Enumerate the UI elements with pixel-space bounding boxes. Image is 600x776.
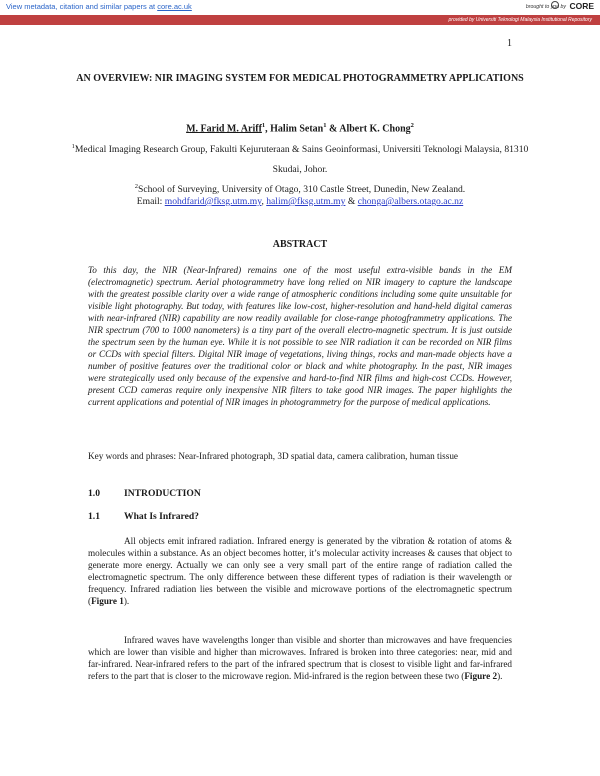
email-link-2[interactable]: halim@fksg.utm.my xyxy=(266,196,346,207)
author-sep-2: & xyxy=(326,123,340,135)
paragraph-2-end: ). xyxy=(497,671,503,681)
abstract-heading: ABSTRACT xyxy=(272,239,328,250)
subsection-title: What Is Infrared? xyxy=(124,511,199,522)
author-1-sup: 1 xyxy=(261,122,266,129)
provided-by-text: provided by Universiti Teknologi Malaysia Institutional Repository xyxy=(448,17,592,23)
subsection-heading-infrared xyxy=(88,511,199,522)
affiliation-2-sup: 2 xyxy=(134,183,139,190)
author-3-sup: 2 xyxy=(410,122,414,129)
core-link[interactable]: core.ac.uk xyxy=(157,2,192,11)
email-label: Email: xyxy=(136,196,165,207)
author-2: Halim Setan xyxy=(270,123,324,135)
figure-2-reference: Figure 2 xyxy=(464,671,498,681)
page-number: 1 xyxy=(507,38,512,49)
affiliation-1-text: Medical Imaging Research Group, Fakulti Kejuruteraan & Sains Geoinformasi, Universiti Teknologi Malaysia, 81310 Skudai, Johor. xyxy=(74,144,529,176)
paragraph-2-text: Infrared waves have wavelengths longer than visible and shorter than microwaves and have frequencies which are lower than visible and higher than microwaves. Infrared is broken into three categories: near, mid and far-infrared. Near-infrared refers to the part of the infrared spectrum that is closest to visible light and far-infrared refers to the part that is closer to the microwave region. Mid-infrared is the region between these two ( xyxy=(88,635,512,681)
email-sep-2: & xyxy=(345,196,358,207)
view-metadata-text xyxy=(6,2,192,11)
core-logo-text[interactable]: CORE xyxy=(569,1,594,11)
email-sep-1: , xyxy=(261,196,267,207)
repository-bar xyxy=(0,15,600,25)
figure-1-reference: Figure 1 xyxy=(91,596,124,606)
subsection-number: 1.1 xyxy=(88,511,100,522)
section-number: 1.0 xyxy=(88,488,100,499)
email-line xyxy=(70,196,530,207)
view-metadata-label: View metadata, citation and similar papers at xyxy=(6,2,158,11)
paragraph-1-text: All objects emit infrared radiation. Infrared energy is generated by the vibration & rotation of atoms & molecules within a substance. As an object becomes hotter, it’s molecular activity increases & causes that object to generate more energy. Actually we can only see a very small part of the entire range of radiation called the electromagnetic spectrum. The only difference between these different types of radiation is their wavelength or frequency. Infrared radiation lies between the visible and microwave portions of the electromagnetic spectrum ( xyxy=(88,536,512,606)
core-banner xyxy=(0,0,600,14)
section-title: INTRODUCTION xyxy=(124,488,201,499)
author-3: Albert K. Chong xyxy=(339,123,411,135)
brought-to-you-text: brought to you by xyxy=(525,4,566,10)
author-2-sup: 1 xyxy=(323,122,327,129)
keywords: Key words and phrases: Near-Infrared photograph, 3D spatial data, camera calibration, human tissue xyxy=(88,451,458,461)
paragraph-1 xyxy=(88,535,512,607)
affiliation-2-text: School of Surveying, University of Otago, 310 Castle Street, Dunedin, New Zealand. xyxy=(138,184,466,196)
section-heading-introduction xyxy=(88,488,201,499)
email-link-3[interactable]: chonga@albers.otago.ac.nz xyxy=(357,196,464,207)
author-sep-1: , xyxy=(265,123,271,135)
affiliation-1 xyxy=(70,137,530,180)
abstract-text: To this day, the NIR (Near-Infrared) remains one of the most useful extra-visible bands in the EM (electromagnetic) spectrum. Aerial photogrammetry have long relied on NIR imagery to capture the landscape with the greatest possible clarity over a wide range of atmospheric conditions including some quite unsuitable for visible light photography. But today, with features like low-cost, higher-resolution and hand-held digital cameras with near-infrared (NIR) capability are now readily available for close-range photogframmetry applications. The NIR spectrum (700 to 1000 nanometers) is a tiny part of the overall electro-magnetic spectrum. It is just outside the spectrum seen by the human eye. While it is not possible to see NIR radiation it can be recorded on NIR films or CCDs with special filters. Digital NIR image of vegetations, living things, rocks and man-made objects have a number of positive features over the traditional color or black and white photography. In the past, NIR images were strategically used only because of the expensive and hard-to-find NIR films and high-cost CCDs. However, present CCD cameras require only inexpensive NIR filters to take good NIR images. The paper highlights the current applications and potential of NIR images in photogrammetry for the purpose of medical applications. xyxy=(88,265,512,407)
paper-title: AN OVERVIEW: NIR IMAGING SYSTEM FOR MEDICAL PHOTOGRAMMETRY APPLICATIONS xyxy=(76,73,524,84)
author-1: M. Farid M. Ariff xyxy=(186,123,262,135)
paragraph-1-end: ). xyxy=(123,596,130,606)
author-line xyxy=(60,122,540,134)
affiliation-1-sup: 1 xyxy=(71,143,75,150)
paragraph-2 xyxy=(88,634,512,682)
email-link-1[interactable]: mohdfarid@fksg.utm.my xyxy=(164,196,262,207)
